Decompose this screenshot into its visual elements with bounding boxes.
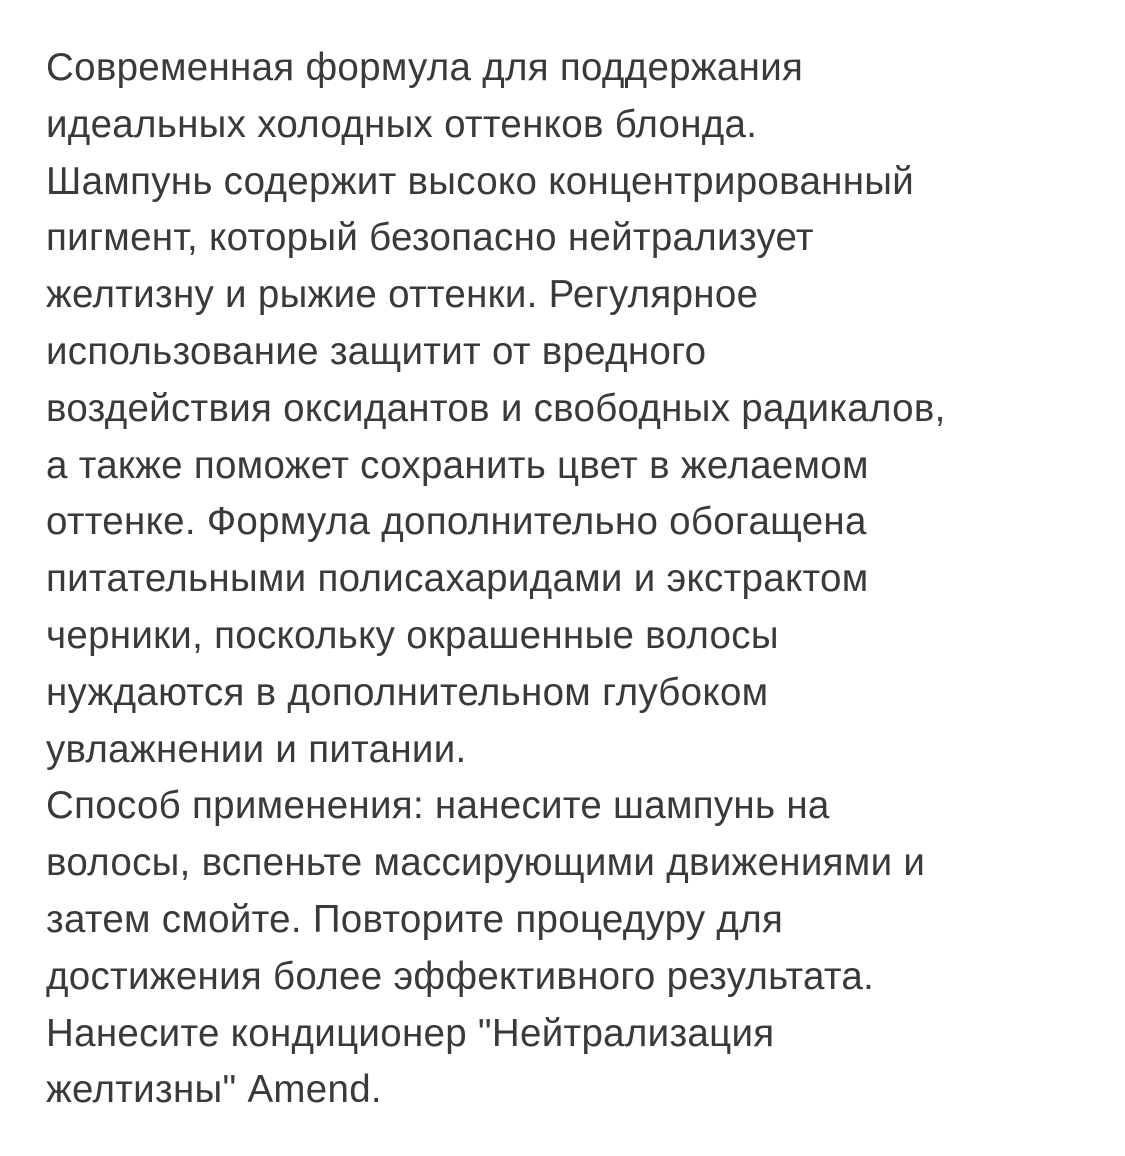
text-line: питательными полисахаридами и экстрактом <box>46 557 869 601</box>
text-line: идеальных холодных оттенков блонда. <box>46 102 758 146</box>
text-line: Шампунь содержит высоко концентрированный <box>46 159 915 203</box>
text-line: желтизну и рыжие оттенки. Регулярное <box>46 273 759 317</box>
text-line: пигмент, который безопасно нейтрализует <box>46 216 814 260</box>
text-line: нуждаются в дополнительном глубоком <box>46 670 769 714</box>
text-line: использование защитит от вредного <box>46 329 707 373</box>
text-line: воздействия оксидантов и свободных радикалов, <box>46 386 946 430</box>
text-line: Способ применения: нанесите шампунь на <box>46 784 830 828</box>
usage-instructions-paragraph <box>46 778 1106 1119</box>
text-line: оттенке. Формула дополнительно обогащена <box>46 500 867 544</box>
text-line: желтизны" Amend. <box>46 1068 382 1112</box>
description-paragraph <box>46 40 1106 778</box>
text-line: волосы, вспеньте массирующими движениями и <box>46 841 926 885</box>
text-line: достижения более эффективного результата. <box>46 954 875 998</box>
text-line: а также поможет сохранить цвет в желаемом <box>46 443 869 487</box>
text-line: черники, поскольку окрашенные волосы <box>46 613 779 657</box>
product-description <box>46 40 1106 1119</box>
text-line: Нанесите кондиционер "Нейтрализация <box>46 1011 775 1055</box>
text-line: Современная формула для поддержания <box>46 46 804 89</box>
text-line: увлажнении и питании. <box>46 727 467 771</box>
text-line: затем смойте. Повторите процедуру для <box>46 897 784 941</box>
